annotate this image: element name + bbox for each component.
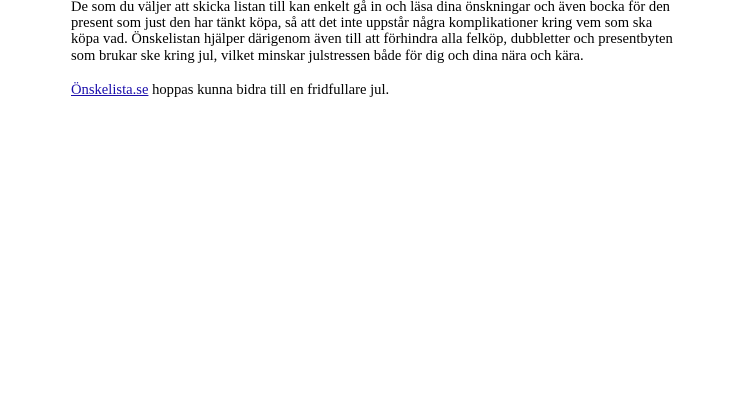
paragraph-closing	[71, 82, 681, 98]
paragraph-wishlist-info: De som du väljer att skicka listan till kan enkelt gå in och läsa dina önskningar och även bocka för den present som just den har tänkt köpa, så att det inte uppstår några komplikationer kring vem som ska köpa vad. Önskelistan hjälper därigenom även till att förhindra alla felköp, dubbletter och presentbyten som brukar ske kring jul, vilket minskar julstressen både för dig och dina nära och kära.	[71, 0, 673, 64]
site-link[interactable]: Önskelista.se	[71, 81, 149, 98]
document-body	[71, 0, 681, 98]
closing-text: hoppas kunna bidra till en fridfullare jul.	[148, 81, 390, 98]
